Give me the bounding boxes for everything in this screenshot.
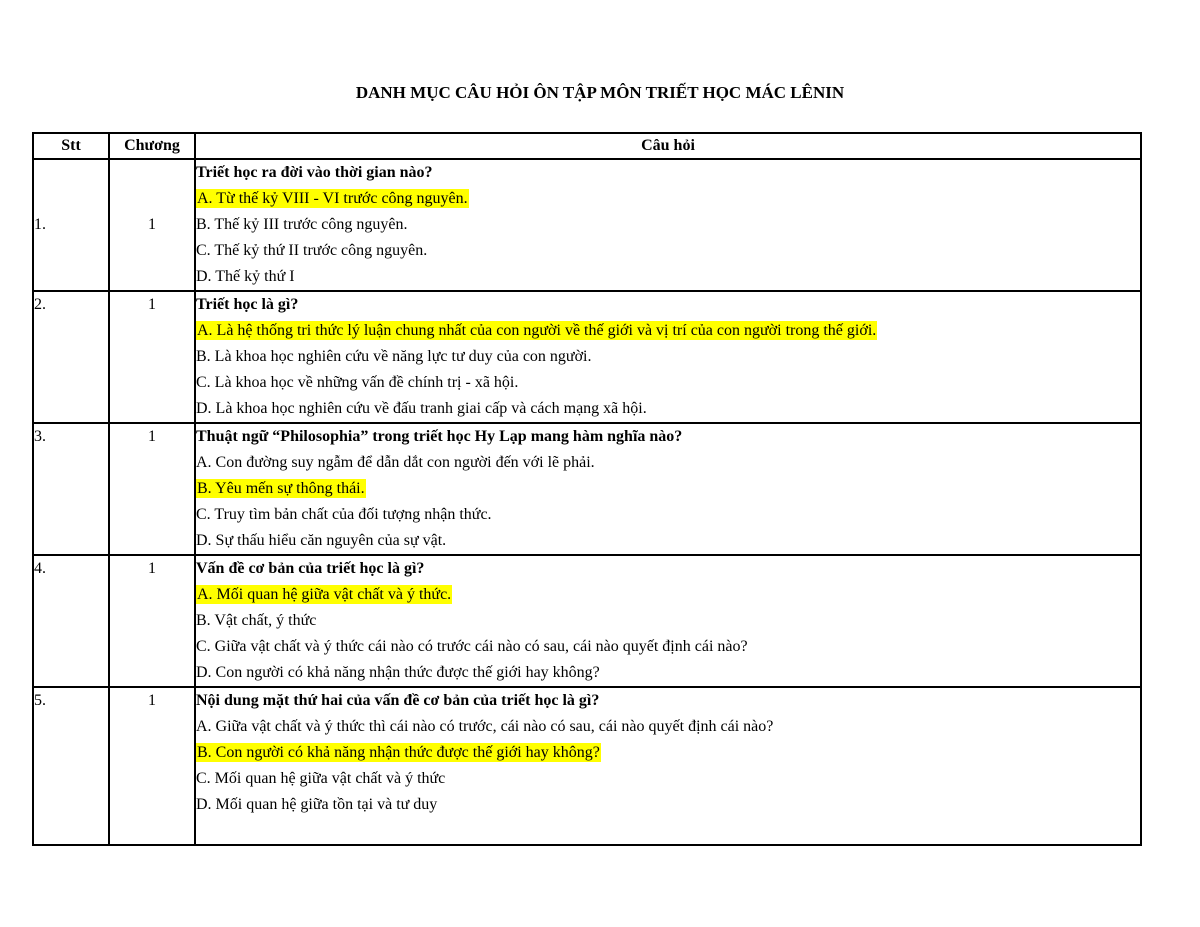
row-chuong: 1	[109, 687, 195, 845]
option-a: A. Giữa vật chất và ý thức thì cái nào có trước, cái nào có sau, cái nào quyết định cái nào?	[196, 718, 774, 735]
question-text: Nội dung mặt thứ hai của vấn đề cơ bản của triết học là gì?	[196, 692, 600, 709]
option-a: A. Con đường suy ngẫm để dẫn dắt con người đến với lẽ phải.	[196, 454, 595, 471]
table-row	[33, 687, 1141, 845]
row-chuong: 1	[109, 159, 195, 291]
option-d: D. Mối quan hệ giữa tồn tại và tư duy	[196, 796, 438, 813]
table-header-row	[33, 133, 1141, 159]
row-chuong: 1	[109, 555, 195, 687]
question-cell	[195, 423, 1141, 555]
document-title: DANH MỤC CÂU HỎI ÔN TẬP MÔN TRIẾT HỌC MÁC LÊNIN	[355, 83, 845, 102]
question-text: Triết học ra đời vào thời gian nào?	[196, 164, 433, 181]
question-text: Triết học là gì?	[196, 296, 299, 313]
row-stt: 2.	[33, 291, 109, 423]
option-d: D. Con người có khả năng nhận thức được thế giới hay không?	[196, 664, 600, 681]
table-row	[33, 423, 1141, 555]
row-stt: 5.	[33, 687, 109, 845]
option-c: C. Mối quan hệ giữa vật chất và ý thức	[196, 770, 446, 787]
option-d: D. Thế kỷ thứ I	[196, 268, 295, 285]
option-a-correct: A. Là hệ thống tri thức lý luận chung nhất của con người về thế giới và vị trí của con người trong thế giới.	[197, 322, 877, 339]
option-d: D. Là khoa học nghiên cứu về đấu tranh giai cấp và cách mạng xã hội.	[196, 400, 647, 417]
table-row	[33, 555, 1141, 687]
option-c: C. Là khoa học về những vấn đề chính trị - xã hội.	[196, 374, 519, 391]
header-cau-hoi: Câu hỏi	[195, 133, 1141, 159]
option-a-correct: A. Từ thế kỷ VIII - VI trước công nguyên.	[197, 190, 468, 207]
row-chuong: 1	[109, 423, 195, 555]
table-row	[33, 291, 1141, 423]
option-d: D. Sự thấu hiểu căn nguyên của sự vật.	[196, 532, 447, 549]
option-b-correct: B. Con người có khả năng nhận thức được thế giới hay không?	[197, 744, 600, 761]
header-stt: Stt	[33, 133, 109, 159]
row-chuong: 1	[109, 291, 195, 423]
option-a-correct: A. Mối quan hệ giữa vật chất và ý thức.	[197, 586, 452, 603]
question-text: Vấn đề cơ bản của triết học là gì?	[196, 560, 425, 577]
option-b: B. Vật chất, ý thức	[196, 612, 317, 629]
option-c: C. Thế kỷ thứ II trước công nguyên.	[196, 242, 428, 259]
row-stt: 4.	[33, 555, 109, 687]
option-b: B. Là khoa học nghiên cứu về năng lực tư duy của con người.	[196, 348, 592, 365]
question-cell	[195, 555, 1141, 687]
table-row	[33, 159, 1141, 291]
option-c: C. Truy tìm bản chất của đối tượng nhận thức.	[196, 506, 492, 523]
question-cell	[195, 159, 1141, 291]
question-cell	[195, 687, 1141, 845]
row-stt: 1.	[33, 159, 109, 291]
option-b: B. Thế kỷ III trước công nguyên.	[196, 216, 408, 233]
row-stt: 3.	[33, 423, 109, 555]
question-table	[32, 132, 1142, 846]
option-c: C. Giữa vật chất và ý thức cái nào có trước cái nào có sau, cái nào quyết định cái nào?	[196, 638, 748, 655]
question-text: Thuật ngữ “Philosophia” trong triết học Hy Lạp mang hàm nghĩa nào?	[196, 428, 683, 445]
question-cell	[195, 291, 1141, 423]
header-chuong: Chương	[109, 133, 195, 159]
option-b-correct: B. Yêu mến sự thông thái.	[197, 480, 365, 497]
